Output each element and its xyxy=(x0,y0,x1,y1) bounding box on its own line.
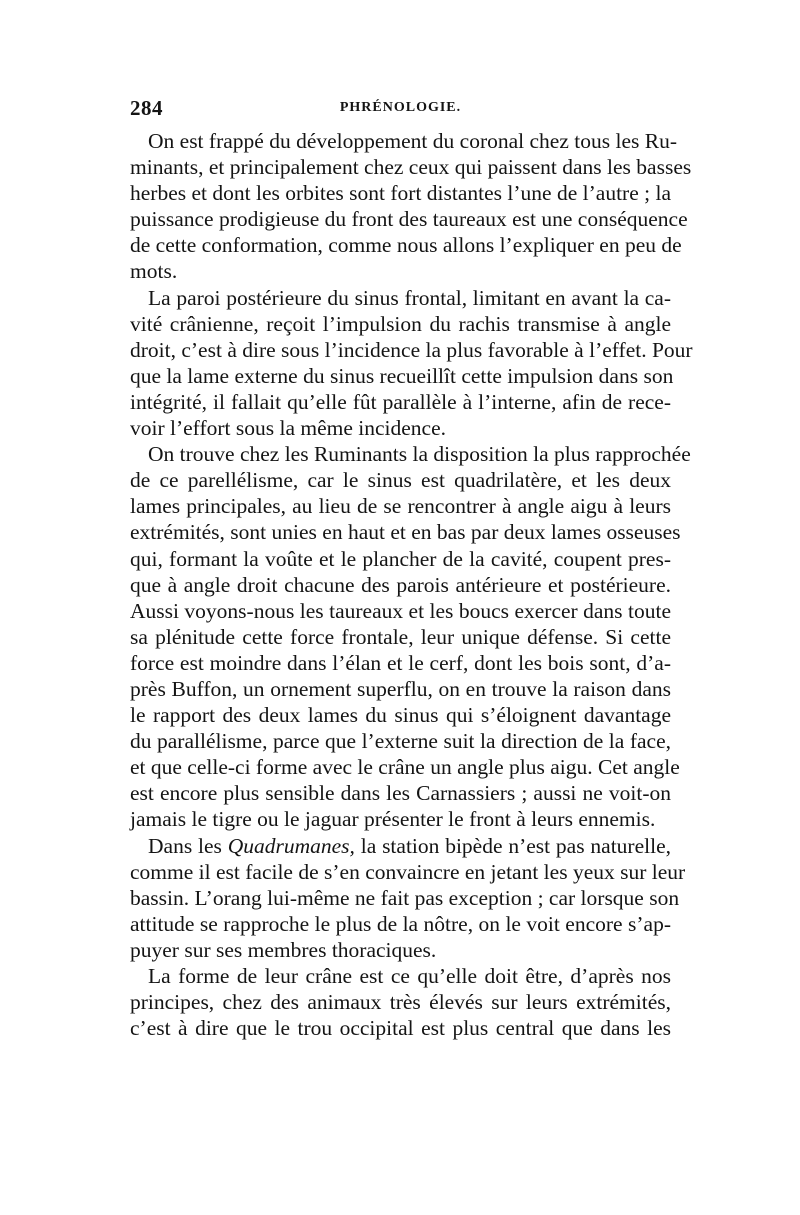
text-line: c’est à dire que le trou occipital est plus central que dans les xyxy=(130,1016,671,1041)
text-line: que à angle droit chacune des parois antérieure et postérieure. xyxy=(130,572,671,597)
text-line: extrémités, sont unies en haut et en bas par deux lames osseuses xyxy=(130,520,681,545)
running-head xyxy=(130,96,671,126)
text-line: sa plénitude cette force frontale, leur unique défense. Si cette xyxy=(130,624,671,649)
text-line: vité crânienne, reçoit l’impulsion du rachis transmise à angle xyxy=(130,311,671,336)
text-line: et que celle-ci forme avec le crâne un angle plus aigu. Cet angle xyxy=(130,755,680,780)
text-line: Aussi voyons-nous les taureaux et les boucs exercer dans toute xyxy=(130,598,671,623)
text-segment: la station bipède n’est pas naturelle, xyxy=(354,833,671,858)
text-line: voir l’effort sous la même incidence. xyxy=(130,416,447,441)
text-line: lames principales, au lieu de se rencontrer à angle aigu à leurs xyxy=(130,494,671,519)
text-line: La paroi postérieure du sinus frontal, limitant en avant la ca- xyxy=(148,285,671,310)
text-line: minants, et principalement chez ceux qui paissent dans les basses xyxy=(130,155,692,180)
text-line: On est frappé du développement du coronal chez tous les Ru- xyxy=(148,129,677,153)
text-line: puyer sur ses membres thoraciques. xyxy=(130,937,437,962)
text-line: herbes et dont les orbites sont fort distantes l’une de l’autre ; la xyxy=(130,181,671,206)
text-line: est encore plus sensible dans les Carnassiers ; aussi ne voit-on xyxy=(130,781,671,806)
page-number: 284 xyxy=(130,96,163,120)
text-line: mots. xyxy=(130,259,178,284)
text-line: principes, chez des animaux très élevés sur leurs extrémités, xyxy=(130,990,671,1015)
text-line: La forme de leur crâne est ce qu’elle doit être, d’après nos xyxy=(148,964,671,988)
text-line: comme il est facile de s’en convaincre en jetant les yeux sur leur xyxy=(130,859,686,884)
text-line: bassin. L’orang lui-même ne fait pas exception ; car lorsque son xyxy=(130,885,680,910)
text-line: attitude se rapproche le plus de la nôtre, on le voit encore s’ap- xyxy=(130,911,671,936)
italic-term: Quadrumanes, xyxy=(227,833,355,858)
text-line: intégrité, il fallait qu’elle fût parallèle à l’interne, afin de rece- xyxy=(130,389,671,414)
text-segment: Dans les xyxy=(148,833,228,858)
text-line: puissance prodigieuse du front des taureaux est une conséquence xyxy=(130,207,688,232)
text-line: près Buffon, un ornement superflu, on en trouve la raison dans xyxy=(130,676,671,701)
running-title: PHRÉNOLOGIE. xyxy=(339,100,462,115)
text-line: jamais le tigre ou le jaguar présenter le front à leurs ennemis. xyxy=(130,807,656,832)
text-line: de cette conformation, comme nous allons l’expliquer en peu de xyxy=(130,233,682,258)
text-line: force est moindre dans l’élan et le cerf, dont les bois sont, d’a- xyxy=(130,650,671,675)
text-line-quadrumanes xyxy=(130,833,671,859)
text-line: le rapport des deux lames du sinus qui s’éloignent davantage xyxy=(130,703,671,728)
text-line: de ce parellélisme, car le sinus est quadrilatère, et les deux xyxy=(130,468,671,493)
text-line: On trouve chez les Ruminants la disposition la plus rapprochée xyxy=(148,442,691,467)
text-line: droit, c’est à dire sous l’incidence la plus favorable à l’effet. Pour xyxy=(130,337,693,362)
text-line: du parallélisme, parce que l’externe suit la direction de la face, xyxy=(130,729,671,754)
body-text xyxy=(130,128,693,1041)
text-line: qui, formant la voûte et le plancher de la cavité, coupent pres- xyxy=(130,546,671,571)
text-line: que la lame externe du sinus recueillît cette impulsion dans son xyxy=(130,363,674,388)
